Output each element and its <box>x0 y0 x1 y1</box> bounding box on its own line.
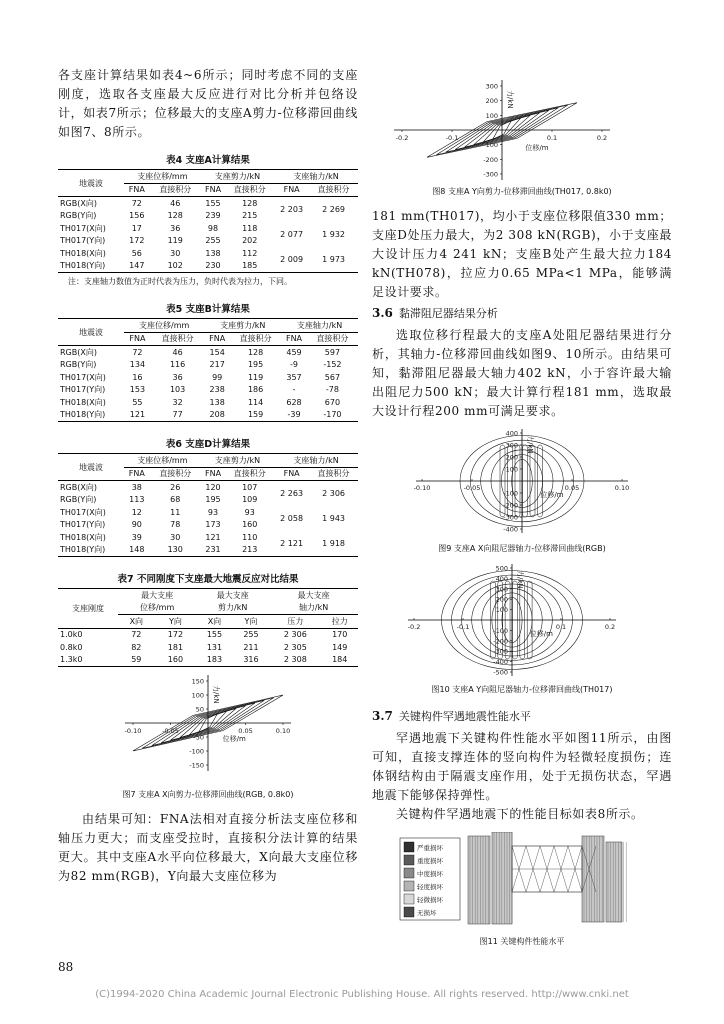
table5-head-group: 支座轴力/kN <box>281 319 358 333</box>
table-cell: 12 <box>131 507 142 517</box>
figure9-damper-chart <box>372 427 672 539</box>
tower-column <box>582 836 604 922</box>
table-cell: 202 <box>242 236 258 246</box>
target-paragraph: 关键构件罕遇地震下的性能目标如表8所示。 <box>396 807 644 821</box>
table4-head-group: 支座剪力/kN <box>201 170 274 184</box>
table-cell: 0.8k0 <box>60 642 83 652</box>
figure11-performance-model <box>372 832 672 932</box>
x-tick-label: -0.10 <box>124 727 142 735</box>
y-tick-label: 100 <box>495 606 508 615</box>
table-row <box>58 641 358 654</box>
y-tick-label: -200 <box>503 501 518 510</box>
table-cell: 155 <box>205 198 221 208</box>
figure10-caption: 图10 支座A Y向阻尼器轴力-位移滞回曲线(TH017) <box>431 685 613 694</box>
table-cell: -170 <box>323 410 342 420</box>
x-tick-label: 0.1 <box>555 623 567 631</box>
table-cell: TH018(Y向) <box>60 410 106 420</box>
table5-head-wave: 地震波 <box>58 319 124 346</box>
table7-head-stiff: 支座刚度 <box>58 589 118 629</box>
table-cell: 82 <box>131 642 142 652</box>
table-cell: 185 <box>242 261 258 271</box>
table5-head-group: 支座剪力/kN <box>204 319 281 333</box>
y-tick-label: -300 <box>503 513 518 522</box>
table-cell: 238 <box>209 385 225 395</box>
table-cell: 1 943 <box>322 514 345 523</box>
y-tick-label: -300 <box>483 170 498 179</box>
x-tick-label: -0.2 <box>395 134 409 142</box>
x-tick-label: 0.05 <box>564 484 580 492</box>
table-cell: 121 <box>129 410 146 420</box>
table-cell: 147 <box>129 261 145 271</box>
table-cell: 36 <box>170 223 181 233</box>
table7-group-top: 最大支座 <box>141 590 174 600</box>
table-cell: 32 <box>172 397 183 407</box>
legend-label: 无损坏 <box>417 909 437 917</box>
figure7-caption: 图7 支座A X向剪力-位移滞回曲线(RGB, 0.8k0) <box>122 790 294 799</box>
x-tick-label: 0.2 <box>596 134 608 142</box>
table-cell: 1 918 <box>322 539 345 548</box>
figure9-caption: 图9 支座A X向阻尼器轴力-位移滞回曲线(RGB) <box>438 544 606 553</box>
table-cell: 239 <box>205 211 221 221</box>
table7-group-top: 最大支座 <box>297 590 330 600</box>
table-cell: 110 <box>242 532 258 542</box>
section-3-7-heading <box>372 708 672 724</box>
x-axis-label: 位移/m <box>222 735 246 743</box>
table-cell: -152 <box>323 360 342 370</box>
table4-head-group: 支座轴力/kN <box>274 170 358 184</box>
y-tick-label: -300 <box>493 647 508 656</box>
table-cell: 316 <box>243 655 259 665</box>
table4-sub: FNA <box>274 183 309 197</box>
table4-sub: 直接积分 <box>150 183 201 197</box>
table-cell: 172 <box>129 236 145 246</box>
table-cell: 38 <box>131 482 142 492</box>
table-row <box>58 222 358 235</box>
legend-swatch <box>404 842 414 852</box>
table5-head-group: 支座位移/mm <box>124 319 204 333</box>
figure7-hysteresis-chart <box>58 673 358 785</box>
table-cell: 2 305 <box>283 642 307 652</box>
y-tick-label: -400 <box>503 525 518 534</box>
table6-sub: 直接积分 <box>150 467 201 481</box>
table-cell: 46 <box>172 347 183 357</box>
table-row <box>58 531 358 544</box>
table5-sub: 直接积分 <box>151 332 205 346</box>
table-cell: 103 <box>169 385 186 395</box>
x-tick-label: 0.1 <box>546 134 558 142</box>
table4-sub: FNA <box>201 183 226 197</box>
page-number: 88 <box>58 960 74 974</box>
table6-head-group: 支座剪力/kN <box>201 454 274 468</box>
table-cell: -9 <box>290 360 298 370</box>
table-cell: 567 <box>324 372 341 382</box>
table-cell: RGB(X向) <box>60 347 97 357</box>
y-tick-label: 300 <box>485 82 498 91</box>
table-cell: TH017(Y向) <box>60 236 106 246</box>
table-cell: 195 <box>205 495 221 505</box>
legend-label: 重度损坏 <box>417 857 443 865</box>
table-cell: 138 <box>209 397 225 407</box>
table-cell: 109 <box>242 495 258 505</box>
table-cell: 1 932 <box>322 230 345 239</box>
table7-caption: 表7 不同刚度下支座最大地震反应对比结果 <box>117 574 299 585</box>
table-cell: TH017(X向) <box>60 507 106 517</box>
table4-head-group: 支座位移/mm <box>124 170 201 184</box>
table-cell: 173 <box>205 520 221 530</box>
table-cell: 114 <box>247 397 264 407</box>
section-3-6-heading <box>372 305 672 321</box>
x-tick-label: 0.05 <box>238 727 253 735</box>
table-cell: 208 <box>209 410 225 420</box>
table-cell: 113 <box>129 495 145 505</box>
x-tick-label: 0.10 <box>275 727 291 735</box>
table-row <box>58 396 358 409</box>
section-number: 3.6 <box>372 306 393 320</box>
x-tick-label: -0.1 <box>445 134 459 142</box>
x-tick-label: -0.2 <box>407 623 421 631</box>
table-cell: 16 <box>132 372 143 382</box>
table-cell: TH018(X向) <box>60 248 106 258</box>
y-tick-label: 500 <box>495 564 508 573</box>
table-cell: 597 <box>324 347 341 357</box>
table-cell: 128 <box>167 211 183 221</box>
table-cell: 2 077 <box>280 230 304 239</box>
intro-paragraph: 各支座计算结果如表4~6所示；同时考虑不同的支座刚度，选取各支座最大反应进行对比分析并包络设计，如表7所示；位移最大的支座A剪力-位移滞回曲线如图7、8所示。 <box>58 68 358 139</box>
table-cell: TH017(Y向) <box>60 520 106 530</box>
table-cell: 116 <box>169 360 186 370</box>
table-row <box>58 346 358 359</box>
table4-sub: 直接积分 <box>309 183 358 197</box>
table-row <box>58 409 358 422</box>
table-cell: 160 <box>167 655 184 665</box>
x-tick-label: -0.1 <box>456 623 470 631</box>
table-cell: 160 <box>242 520 258 530</box>
table4-caption: 表4 支座A计算结果 <box>166 155 250 166</box>
table-cell: -78 <box>325 385 339 395</box>
table-cell: 215 <box>242 211 258 221</box>
table5-caption: 表5 支座B计算结果 <box>166 304 250 315</box>
table-cell: 55 <box>132 397 143 407</box>
table-cell: 26 <box>170 482 181 492</box>
table6-sub: FNA <box>274 467 309 481</box>
table4-head-wave: 地震波 <box>58 170 124 197</box>
y-tick-label: 50 <box>195 705 204 714</box>
x-tick-label: 0.10 <box>614 484 630 492</box>
table-cell: 255 <box>243 630 259 640</box>
table-cell: 459 <box>286 347 302 357</box>
table-cell: RGB(Y向) <box>60 360 97 370</box>
table-cell: RGB(Y向) <box>60 495 97 505</box>
table-cell: 172 <box>167 630 184 640</box>
table-cell: 56 <box>131 248 142 258</box>
table7-sub: 拉力 <box>321 615 358 629</box>
table-cell: 231 <box>205 545 221 555</box>
right-column <box>372 0 672 947</box>
table-cell: 78 <box>170 520 181 530</box>
table7-body <box>58 628 358 667</box>
table-cell: TH018(X向) <box>60 532 106 542</box>
table4-note: 注：支座轴力数值为正时代表为压力，负时代表为拉力，下同。 <box>68 277 292 286</box>
tower-column <box>606 842 622 922</box>
figure11-caption: 图11 关键构件性能水平 <box>479 937 565 946</box>
table-cell: TH018(Y向) <box>60 261 106 271</box>
y-tick-label: -100 <box>503 489 518 498</box>
table-cell: 121 <box>205 532 221 542</box>
y-tick-label: -200 <box>493 637 508 646</box>
table-cell: 213 <box>242 545 258 555</box>
table-cell: 255 <box>205 236 221 246</box>
x-tick-label: -0.05 <box>162 727 179 735</box>
legend-label: 严重损坏 <box>417 844 443 852</box>
legend-swatch <box>404 868 414 878</box>
table-cell: 2 306 <box>322 489 345 498</box>
table-row <box>58 384 358 397</box>
y-tick-label: 200 <box>495 595 508 604</box>
table-cell: 2 306 <box>283 630 307 640</box>
table-cell: 98 <box>207 223 219 233</box>
tower-column <box>468 836 490 924</box>
table-cell: 211 <box>243 642 259 652</box>
table-cell: 2 203 <box>280 205 304 214</box>
y-tick-label: -50 <box>193 733 204 742</box>
table-cell: 118 <box>242 223 258 233</box>
table-cell: 217 <box>209 360 225 370</box>
table-cell: 2 009 <box>280 255 304 264</box>
x-tick-label: 0.2 <box>604 623 616 631</box>
y-tick-label: 400 <box>505 429 518 438</box>
table7-group-unit: 剪力/kN <box>196 602 269 615</box>
table-cell: 130 <box>167 545 183 555</box>
table-cell: 72 <box>131 630 142 640</box>
table4-sub: 直接积分 <box>225 183 274 197</box>
table-cell: 184 <box>332 655 348 665</box>
table7-group-unit: 位移/mm <box>118 602 196 615</box>
y-tick-label: 400 <box>495 574 508 583</box>
table-cell: 128 <box>247 347 264 357</box>
table-cell: 39 <box>131 532 142 542</box>
y-tick-label: 100 <box>505 465 518 474</box>
table7-sub: X向 <box>118 615 155 629</box>
table-cell: 112 <box>242 248 258 258</box>
table-cell: TH017(Y向) <box>60 385 106 395</box>
y-axis-label: 力/kN <box>212 685 220 704</box>
table6-sub: 直接积分 <box>309 467 358 481</box>
table-row <box>58 628 358 641</box>
table-row <box>58 654 358 667</box>
table5 <box>58 318 358 422</box>
table-cell: TH017(X向) <box>60 372 106 382</box>
table-cell: 30 <box>170 248 181 258</box>
table-cell: -39 <box>287 410 301 420</box>
table7-group-unit: 轴力/kN <box>269 602 358 615</box>
table-cell: 120 <box>205 482 221 492</box>
table-cell: 72 <box>131 198 142 208</box>
table-cell: 72 <box>132 347 143 357</box>
table-cell: 68 <box>170 495 181 505</box>
section-title: 关键构件罕遇地震性能水平 <box>398 710 531 723</box>
y-axis-label: 力/kN <box>526 435 534 454</box>
table7-group-top: 最大支座 <box>216 590 249 600</box>
table-row <box>58 506 358 519</box>
legend-label: 轻微损坏 <box>417 896 443 904</box>
table-cell: 90 <box>131 520 142 530</box>
table-cell: 148 <box>129 545 145 555</box>
table-cell: 149 <box>332 642 348 652</box>
table6-head-group: 支座位移/mm <box>124 454 201 468</box>
table-cell: 230 <box>205 261 221 271</box>
table4-sub: FNA <box>124 183 150 197</box>
y-tick-label: -200 <box>483 155 498 164</box>
y-tick-label: 100 <box>485 111 498 120</box>
table6-sub: FNA <box>201 467 226 481</box>
table-cell: 134 <box>129 360 146 370</box>
damper-paragraph: 选取位移行程最大的支座A处阻尼器结果进行分析，其轴力-位移滞回曲线如图9、10所示。由结果可知，黏滞阻尼器最大轴力402 kN，小于容许最大输出阻尼力500 kN；最大计算行程181 mm，选取最大设计行程200 mm可满足要求。 <box>372 328 672 418</box>
table-cell: RGB(X向) <box>60 198 97 208</box>
y-tick-label: 100 <box>191 691 204 700</box>
table-cell: 154 <box>209 347 225 357</box>
table4 <box>58 169 358 273</box>
table7-sub: Y向 <box>233 615 270 629</box>
table6-head-group: 支座轴力/kN <box>274 454 358 468</box>
table-cell: 186 <box>247 385 264 395</box>
section-title: 黏滞阻尼器结果分析 <box>398 307 498 320</box>
table5-sub: FNA <box>124 332 151 346</box>
table-row <box>58 197 358 210</box>
left-column <box>58 0 358 886</box>
table7-sub: Y向 <box>155 615 197 629</box>
table-cell: 156 <box>129 211 145 221</box>
figure8-hysteresis-chart <box>372 78 672 182</box>
y-tick-label: 300 <box>495 585 508 594</box>
table-cell: 159 <box>247 410 264 420</box>
table-cell: 99 <box>212 372 223 382</box>
table-cell: 102 <box>167 261 183 271</box>
y-tick-label: 200 <box>485 97 498 106</box>
y-axis-label: 力/kN <box>516 570 524 589</box>
table-cell: 138 <box>205 248 221 258</box>
table-cell: TH018(Y向) <box>60 545 106 555</box>
legend-swatch <box>404 881 414 891</box>
y-tick-label: -150 <box>189 761 204 770</box>
table-cell: 131 <box>206 642 223 652</box>
table-row <box>58 371 358 384</box>
result-paragraph: 由结果可知：FNA法相对直接分析法支座位移和轴压力更大；而支座受拉时，直接积分法计算的结果更大。其中支座A水平向位移最大，X向最大支座位移为82 mm(RGB)，Y向最大支座位移为 <box>58 812 358 883</box>
table-cell: 2 121 <box>280 539 304 548</box>
y-tick-label: -100 <box>483 141 498 150</box>
x-axis-label: 位移/m <box>540 491 564 499</box>
table5-sub: FNA <box>281 332 307 346</box>
table6-sub: 直接积分 <box>225 467 274 481</box>
table-cell: 93 <box>207 507 219 517</box>
table-cell: 155 <box>206 630 223 640</box>
table-cell: 2 263 <box>280 489 304 498</box>
table7 <box>58 588 358 667</box>
table-cell: 1.3k0 <box>60 655 83 665</box>
table5-sub: 直接积分 <box>307 332 358 346</box>
y-tick-label: -100 <box>189 747 204 756</box>
table7-sub: 压力 <box>269 615 321 629</box>
table-cell: 59 <box>131 655 142 665</box>
table-cell: 2 308 <box>283 655 307 665</box>
legend-swatch <box>404 855 414 865</box>
table6-head-wave: 地震波 <box>58 454 124 481</box>
y-tick-label: -400 <box>493 658 508 667</box>
x-tick-label: -0.05 <box>463 484 481 492</box>
table-row <box>58 359 358 372</box>
table-cell: 170 <box>332 630 348 640</box>
table-cell: 46 <box>170 198 181 208</box>
table-cell: 17 <box>131 223 142 233</box>
x-axis-label: 位移/m <box>529 630 553 638</box>
table7-sub: X向 <box>196 615 233 629</box>
table-cell: 30 <box>170 532 181 542</box>
table-cell: 183 <box>206 655 223 665</box>
copyright-footer: (C)1994-2020 China Academic Journal Electronic Publishing House. All rights reserved. http://www.cnki.net <box>95 989 629 1000</box>
table-cell: 2 269 <box>322 205 345 214</box>
table-cell: RGB(Y向) <box>60 211 97 221</box>
figure10-damper-chart <box>372 562 672 680</box>
legend-swatch <box>404 894 414 904</box>
legend-label: 轻度损坏 <box>417 883 443 891</box>
table-cell: 628 <box>286 397 302 407</box>
table-row <box>58 481 358 494</box>
y-axis-label: 力/kN <box>506 90 514 109</box>
table6-caption: 表6 支座D计算结果 <box>165 439 251 450</box>
continued-paragraph: 181 mm(TH017)，均小于支座位移限值330 mm；支座D处压力最大，为2 308 kN(RGB)，小于支座最大设计压力4 241 kN；支座B处产生最大拉力184 kN(TH078)，拉应力0.65 MPa<1 MPa，能够满足设计要求。 <box>372 209 672 299</box>
table5-body <box>58 346 358 422</box>
section-number: 3.7 <box>372 709 393 723</box>
table5-sub: 直接积分 <box>230 332 281 346</box>
table-cell: 93 <box>244 507 255 517</box>
table5-sub: FNA <box>204 332 230 346</box>
y-tick-label: -500 <box>493 668 508 677</box>
x-tick-label: -0.10 <box>413 484 431 492</box>
table-cell: 77 <box>172 410 183 420</box>
table-cell: 11 <box>170 507 181 517</box>
legend-label: 中度损坏 <box>417 870 443 878</box>
y-tick-label: 150 <box>191 677 204 686</box>
table-cell: 119 <box>167 236 183 246</box>
legend-swatch <box>404 907 414 917</box>
table-cell: 36 <box>172 372 183 382</box>
table-row <box>58 247 358 260</box>
table-cell: 357 <box>286 372 302 382</box>
x-axis-label: 位移/m <box>525 144 549 152</box>
y-tick-label: 300 <box>505 441 518 450</box>
table-cell: 107 <box>242 482 258 492</box>
table-cell: 128 <box>242 198 258 208</box>
table-cell: 195 <box>247 360 264 370</box>
table-cell: TH017(X向) <box>60 223 106 233</box>
table-cell: 181 <box>167 642 184 652</box>
table6 <box>58 453 358 557</box>
table-cell: 119 <box>247 372 264 382</box>
table-cell: 2 058 <box>280 514 304 523</box>
performance-paragraph: 罕遇地震下关键构件性能水平如图11所示，由图可知，直接支撑连体的竖向构件为轻微轻度损伤；连体钢结构由于隔震支座作用，处于无损伤状态，罕遇地震下能够保持弹性。 <box>372 731 672 802</box>
table-cell: RGB(X向) <box>60 482 97 492</box>
table-cell: 670 <box>324 397 341 407</box>
table-cell: 1.0k0 <box>60 630 83 640</box>
figure8-caption: 图8 支座A Y向剪力-位移滞回曲线(TH017, 0.8k0) <box>432 187 612 196</box>
table-cell: - <box>292 385 296 395</box>
table6-sub: FNA <box>124 467 150 481</box>
table-cell: TH018(X向) <box>60 397 106 407</box>
y-tick-label: 200 <box>505 453 518 462</box>
table-cell: 1 973 <box>322 255 345 264</box>
table-cell: 153 <box>129 385 146 395</box>
y-tick-label: -100 <box>493 626 508 635</box>
